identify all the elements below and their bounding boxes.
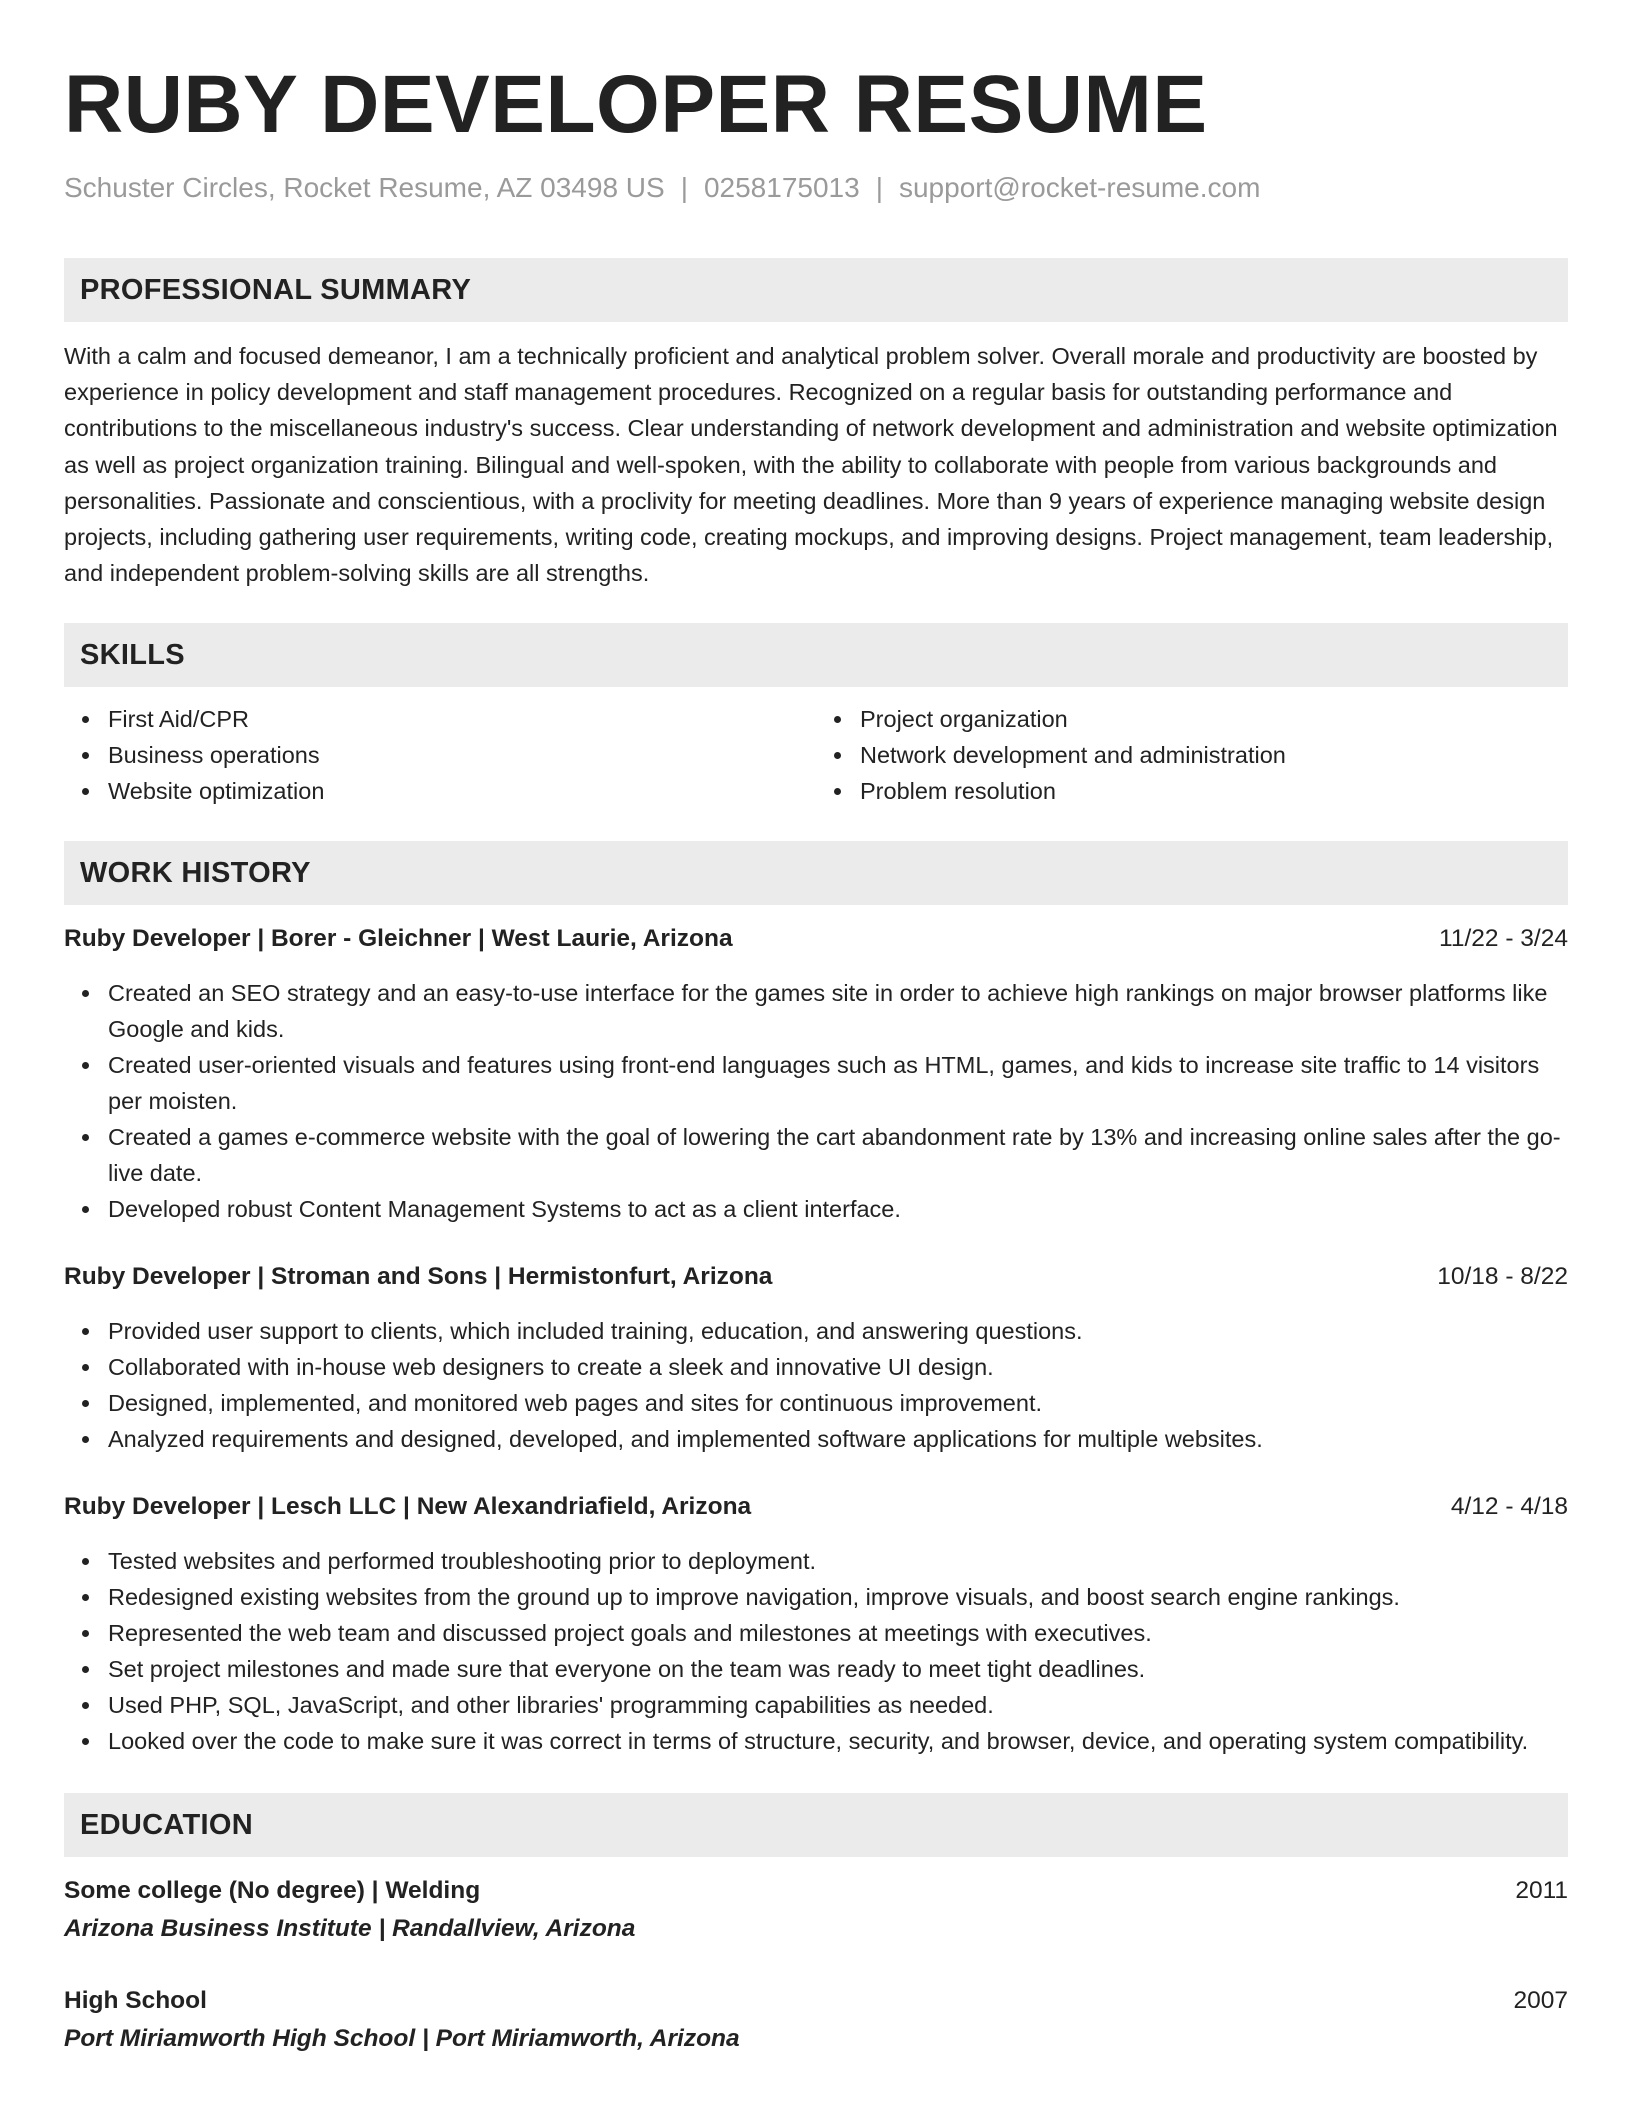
job-header (64, 921, 1568, 957)
education-header (64, 1873, 1568, 1909)
job-bullet: Collaborated with in-house web designers to create a sleek and innovative UI design. (108, 1349, 1568, 1385)
job-entry (64, 921, 1568, 1227)
job-bullet: Provided user support to clients, which included training, education, and answering questions. (108, 1313, 1568, 1349)
job-dates: 10/18 - 8/22 (1437, 1263, 1568, 1291)
skill-item: Website optimization (108, 773, 816, 809)
section-heading-education: EDUCATION (64, 1793, 1568, 1857)
job-bullet: Developed robust Content Management Systems to act as a client interface. (108, 1191, 1568, 1227)
job-bullet: Used PHP, SQL, JavaScript, and other libraries' programming capabilities as needed. (108, 1687, 1568, 1723)
skills-list-left (64, 701, 816, 809)
contact-address: Schuster Circles, Rocket Resume, AZ 03498 US (64, 172, 665, 203)
contact-phone: 0258175013 (703, 172, 860, 203)
job-header (64, 1259, 1568, 1295)
job-bullet: Created user-oriented visuals and features using front-end languages such as HTML, games, and kids to increase site traffic to 14 visitors per moisten. (108, 1047, 1568, 1119)
education-entry (64, 1983, 1568, 2057)
job-bullet: Looked over the code to make sure it was correct in terms of structure, security, and browser, device, and operating system compatibility. (108, 1723, 1568, 1759)
education-header (64, 1983, 1568, 2019)
education-school: Port Miriamworth High School | Port Miriamworth, Arizona (64, 2025, 740, 2053)
job-bullets (64, 1543, 1568, 1759)
skill-item: First Aid/CPR (108, 701, 816, 737)
section-heading-skills: SKILLS (64, 623, 1568, 687)
job-bullet: Tested websites and performed troubleshooting prior to deployment. (108, 1543, 1568, 1579)
resume-page (64, 0, 1568, 2057)
education-degree: Some college (No degree) | Welding (64, 1877, 481, 1905)
job-dates: 4/12 - 4/18 (1450, 1493, 1568, 1521)
job-bullets (64, 1313, 1568, 1457)
contact-separator: | (875, 172, 883, 203)
contact-email: support@rocket-resume.com (898, 172, 1261, 203)
section-heading-work-history: WORK HISTORY (64, 841, 1568, 905)
job-entry (64, 1489, 1568, 1759)
skill-item: Business operations (108, 737, 816, 773)
job-bullet: Designed, implemented, and monitored web pages and sites for continuous improvement. (108, 1385, 1568, 1421)
contact-line (64, 170, 1568, 206)
job-title: Ruby Developer | Borer - Gleichner | West Laurie, Arizona (64, 925, 733, 953)
job-entry (64, 1259, 1568, 1457)
job-title: Ruby Developer | Stroman and Sons | Hermistonfurt, Arizona (64, 1263, 773, 1291)
summary-paragraph: With a calm and focused demeanor, I am a technically proficient and analytical problem solver. Overall morale and productivity are boosted by experience in policy development and staff management procedures. Recognized on a regular basis for outstanding performance and contributions to the miscellaneous industry's success. Clear understanding of network development and administration and website optimization as well as project organization training. Bilingual and well-spoken, with the ability to collaborate with people from various backgrounds and personalities. Passionate and conscientious, with a proclivity for meeting deadlines. More than 9 years of experience managing website design projects, including gathering user requirements, writing code, creating mockups, and improving designs. Project management, team leadership, and independent problem-solving skills are all strengths. (64, 343, 1558, 587)
skills-list-right (816, 701, 1568, 809)
job-bullet: Set project milestones and made sure that everyone on the team was ready to meet tight deadlines. (108, 1651, 1568, 1687)
education-entry (64, 1873, 1568, 1947)
job-bullets (64, 975, 1568, 1227)
education-degree: High School (64, 1987, 207, 2015)
skill-item: Project organization (860, 701, 1568, 737)
job-bullet: Redesigned existing websites from the ground up to improve navigation, improve visuals, and boost search engine rankings. (108, 1579, 1568, 1615)
education-year: 2011 (1515, 1877, 1568, 1905)
section-heading-summary: PROFESSIONAL SUMMARY (64, 258, 1568, 322)
job-title: Ruby Developer | Lesch LLC | New Alexandriafield, Arizona (64, 1493, 752, 1521)
skill-item: Network development and administration (860, 737, 1568, 773)
job-bullet: Created a games e-commerce website with the goal of lowering the cart abandonment rate by 13% and increasing online sales after the go-live date. (108, 1119, 1568, 1191)
skills-grid (64, 701, 1568, 809)
education-school: Arizona Business Institute | Randallview, Arizona (64, 1915, 636, 1943)
job-bullet: Created an SEO strategy and an easy-to-use interface for the games site in order to achieve high rankings on major browser platforms like Google and kids. (108, 975, 1568, 1047)
resume-title: RUBY DEVELOPER RESUME (64, 59, 1208, 150)
job-bullet: Represented the web team and discussed project goals and milestones at meetings with executives. (108, 1615, 1568, 1651)
contact-separator: | (680, 172, 688, 203)
job-bullet: Analyzed requirements and designed, developed, and implemented software applications for multiple websites. (108, 1421, 1568, 1457)
job-header (64, 1489, 1568, 1525)
skill-item: Problem resolution (860, 773, 1568, 809)
education-year: 2007 (1513, 1987, 1568, 2015)
job-dates: 11/22 - 3/24 (1439, 925, 1568, 953)
